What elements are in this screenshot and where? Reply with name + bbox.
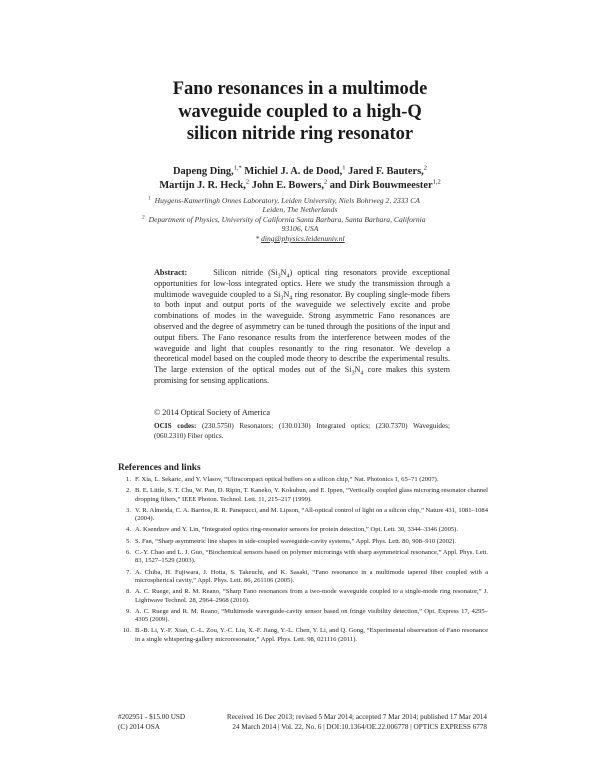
footer-dates: Received 16 Dec 2013; revised 5 Mar 2014; accepted 7 Mar 2014; published 17 Mar 2014 <box>226 713 487 721</box>
reference-number: 2. <box>126 487 131 495</box>
abstract-text: ) optical ring resonators provide exceptional opportunities for low-loss integrated optics. Here we study the transmission through a multimode waveguide coupled to a Si <box>154 268 450 299</box>
ocis-label: OCIS codes: <box>154 422 197 430</box>
footer-price: #202951 - $15.00 USD <box>118 713 186 721</box>
affiliation-text: 93106, USA <box>281 224 319 233</box>
reference-item <box>118 569 488 586</box>
affiliation-text: Department of Physics, University of California Santa Barbara, Santa Barbara, California <box>148 215 426 224</box>
corresponding-email <box>0 234 600 243</box>
reference-text: B. E. Little, S. T. Chu, W. Pan, D. Ripin, T. Kaneko, Y. Kokubun, and E. Ippen, “Vertically coupled glass microring resonator channel dropping filters,” IEEE Photon. Technol. Lett. 11, 215–217 (1999). <box>135 487 488 503</box>
footer-copyright: (C) 2014 OSA <box>118 723 160 732</box>
abstract-text: N <box>283 289 290 299</box>
abstract-text: N <box>354 365 361 375</box>
author-name: Dapeng Ding, <box>173 166 234 177</box>
abstract <box>154 268 450 387</box>
abstract-text: Silicon nitride (Si <box>213 268 278 277</box>
reference-text: V. R. Almeida, C. A. Barrios, R. R. Panepucci, and M. Lipson, “All-optical control of light on a silicon chip,” Nature 431, 1081–1084 (2004). <box>135 506 488 523</box>
author-name: Jared F. Bauters, <box>348 166 424 177</box>
reference-text: S. Fan, “Sharp asymmetric line shapes in side-coupled waveguide-cavity systems,” Appl. Phys. Lett. 80, 908–910 (2002). <box>135 537 457 545</box>
author-conjunction: and <box>329 180 347 191</box>
reference-item <box>118 627 488 644</box>
reference-number: 10. <box>122 627 131 635</box>
author-name: Dirk Bouwmeester <box>349 180 433 191</box>
subscript: 4 <box>360 370 364 377</box>
ocis-codes <box>154 421 450 441</box>
reference-item <box>118 487 488 504</box>
reference-text: A. C. Ruege and R. M. Reano, “Multimode waveguide-cavity sensor based on fringe visibility detection,” Opt. Express 17, 4295–4305 (2009). <box>135 607 488 624</box>
references-heading: References and links <box>118 463 201 473</box>
reference-text: C.-Y. Chao and L. J. Guo, “Biochemical sensors based on polymer microrings with sharp asymmetrical resonance,” Appl. Phys. Lett. 83, 1527–1529 (2003). <box>135 549 488 565</box>
abstract-text: core makes this system promising for sensing applications. <box>154 365 450 385</box>
reference-number: 9. <box>126 607 131 615</box>
reference-number: 5. <box>126 537 131 545</box>
author-name: Michiel J. A. de Dood, <box>244 166 343 177</box>
reference-text: A. Chiba, H. Fujiwara, J. Hotta, S. Takeuchi, and K. Sasaki, “Fano resonance in a multimode tapered fiber coupled with a microspherical cavity,” Appl. Phys. Lett. 86, 261106 (2005). <box>135 568 488 584</box>
title-line: Fano resonances in a multimode <box>172 79 428 99</box>
author-name: Martijn J. R. Heck, <box>159 180 246 191</box>
author-name: John E. Bowers, <box>251 180 324 191</box>
reference-number: 8. <box>126 588 131 596</box>
reference-number: 1. <box>126 476 131 483</box>
abstract-label: Abstract: <box>154 268 188 277</box>
email-marker: * <box>255 234 260 243</box>
affiliation-text: Leiden, The Netherlands <box>262 205 338 214</box>
abstract-text: ring resonator. By coupling single-mode fibers to both input and output ports of the waveguide we selectively excite and probe combinations of modes in the waveguide. Strong asymmetric Fano resonances are observed and the degree of asymmetry can be tuned through the positions of the input and output fibers. The Fano resonance results from the interference between modes of the waveguide and light that couples resonantly to the ring resonator. We develop a theoretical model based on the coupled mode theory to describe the experimental results. The large extension of the optical modes out of the Si <box>154 289 450 375</box>
author-affiliation-marker: 2 <box>423 164 427 172</box>
author-line <box>0 165 600 179</box>
reference-number: 7. <box>126 568 131 576</box>
reference-item <box>118 526 488 534</box>
reference-number: 4. <box>126 526 131 534</box>
paper-title <box>0 78 600 146</box>
reference-text: A. C. Ruege, and R. M. Reano, “Sharp Fano resonances from a two-mode waveguide coupled to a single-mode ring resonator,” J. Lightwave Technol. 28, 2964–2968 (2010). <box>135 588 488 604</box>
reference-item <box>118 507 488 524</box>
reference-text: B.-B. Li, Y.-F. Xiao, C.-L. Zou, Y.-C. Liu, X.-F. Jiang, Y.-L. Chen, Y. Li, and Q. Gong, “Experimental observation of Fano resonance in a single whispering-gallery microresonator,” Appl. Phys. Lett. 98, 021116 (2011). <box>135 627 488 643</box>
author-affiliation-marker: 1,* <box>233 164 242 172</box>
author-affiliation-marker: 2 <box>323 178 328 186</box>
affiliation-marker: 1 <box>148 195 151 202</box>
ocis-text: (230.5750) Resonators; (130.0130) Integrated optics; (230.7370) Waveguides; (060.2310) Fiber optics. <box>154 422 450 440</box>
reference-item <box>118 608 488 625</box>
subscript: 3 <box>280 295 284 302</box>
reference-text: A. Ksendzov and Y. Lin, “Integrated optics ring-resonator sensors for protein detection,” Opt. Lett. 30, 3344–3346 (2005). <box>135 526 459 534</box>
author-line <box>0 179 600 193</box>
reference-item <box>118 476 488 484</box>
subscript: 4 <box>286 273 290 280</box>
title-line: waveguide coupled to a high-Q <box>178 101 422 122</box>
subscript: 3 <box>277 273 281 280</box>
footer-price-block <box>118 712 185 732</box>
affiliation-marker: 2 <box>142 214 145 221</box>
author-affiliation-marker: 1 <box>342 164 346 172</box>
abstract-text: N <box>280 268 287 277</box>
reference-number: 3. <box>126 506 131 514</box>
footer-publication-info <box>205 712 487 732</box>
author-affiliation-marker: 2 <box>245 178 250 186</box>
reference-item <box>118 549 488 566</box>
reference-item <box>118 588 488 605</box>
subscript: 3 <box>351 370 355 377</box>
subscript: 4 <box>289 295 293 302</box>
footer-citation: 24 March 2014 | Vol. 22, No. 6 | DOI:10.1364/OE.22.006778 | OPTICS EXPRESS 6778 <box>232 723 487 732</box>
reference-item <box>118 538 488 546</box>
affiliation-text: Huygens-Kamerlingh Onnes Laboratory, Leiden University, Niels Bohrweg 2, 2333 CA <box>154 196 420 205</box>
reference-text: F. Xia, L. Sekaric, and Y. Vlasov, “Ultracompact optical buffers on a silicon chip,” Nat. Photonics 1, 65–71 (2007). <box>135 476 439 483</box>
reference-number: 6. <box>126 549 131 557</box>
author-list <box>0 165 600 193</box>
reference-list <box>118 476 488 647</box>
email-link[interactable]: ding@physics.leidenuniv.nl <box>261 234 345 243</box>
copyright-notice: © 2014 Optical Society of America <box>154 408 271 417</box>
author-affiliation-marker: 1,2 <box>432 178 441 186</box>
title-line: silicon nitride ring resonator <box>186 124 414 144</box>
